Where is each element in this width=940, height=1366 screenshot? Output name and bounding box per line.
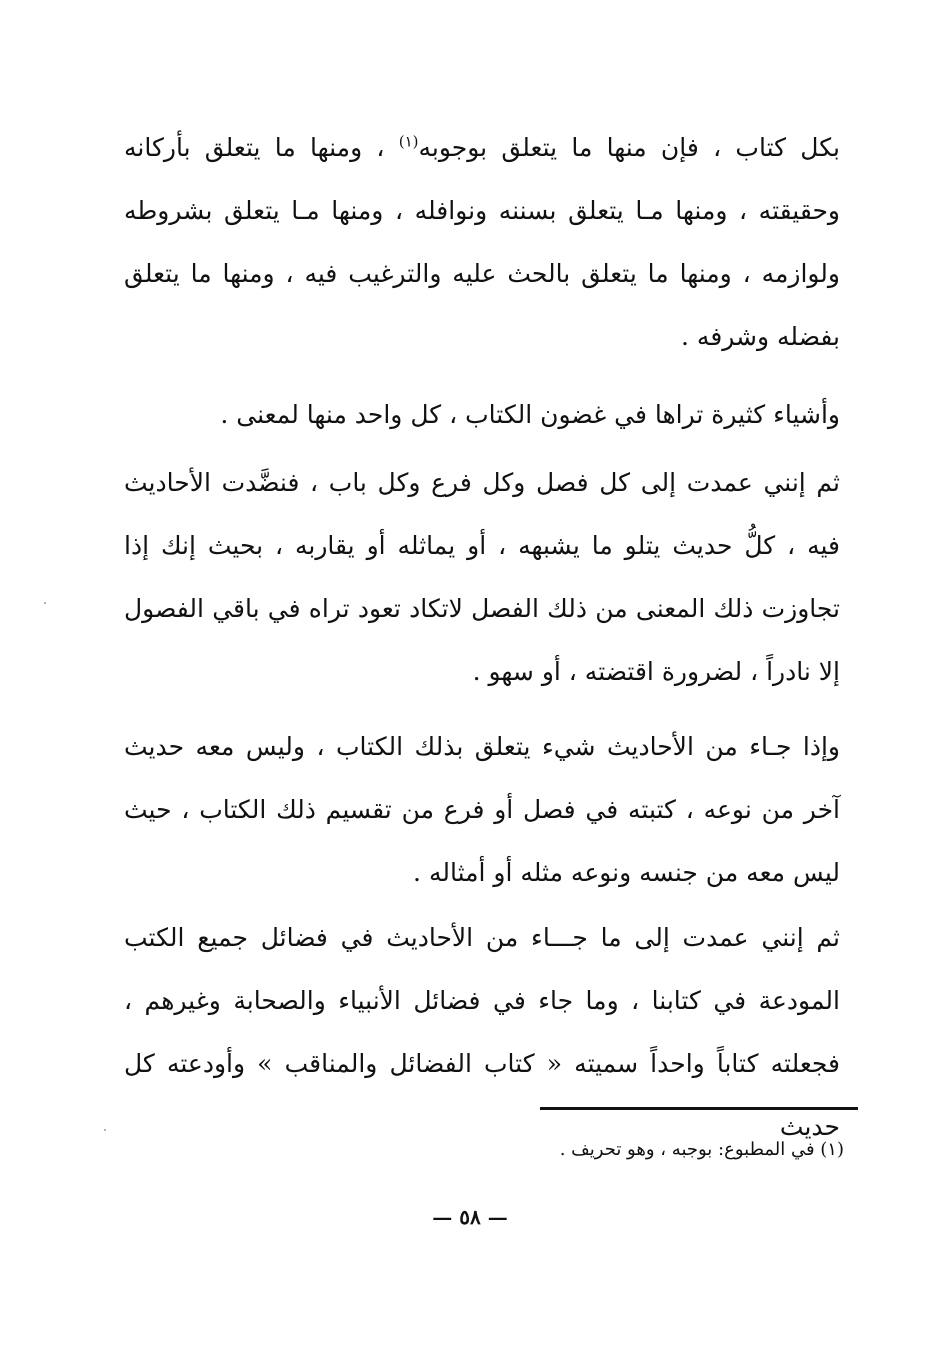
- body-paragraph-4: [124, 715, 840, 904]
- body-paragraph-3: [124, 451, 840, 703]
- body-paragraph-2: [124, 383, 840, 446]
- paragraph-text: [124, 116, 840, 368]
- paragraph-text-before-note: بكل كتاب ، فإن منها ما يتعلق بوجوبه: [418, 133, 840, 162]
- paragraph-text-after-note: ، ومنها ما يتعلق بأركانه وحقيقته ، ومنها مـا يتعلق بسننه ونوافله ، ومنها مـا يتعلق بشروطه ولوازمه ، ومنها ما يتعلق بالحث عليه والترغيب فيه ، ومنها ما يتعلق بفضله وشرفه .: [124, 133, 840, 351]
- paragraph-text: ثم إنني عمدت إلى ما جـــاء من الأحاديث في فضائل جميع الكتب المودعة في كتابنا ، وما جاء في فضائل الأنبياء والصحابة وغيرهم ، فجعلته كتاباً واحداً سميته « كتاب الفضائل والمناقب » وأودعته كل حديث: [124, 923, 840, 1141]
- body-paragraph-1: [124, 116, 840, 368]
- paragraph-text: وأشياء كثيرة تراها في غضون الكتاب ، كل واحد منها لمعنى .: [220, 400, 840, 429]
- footnote-divider: [540, 1107, 858, 1110]
- scan-speck: [104, 1129, 106, 1131]
- body-paragraph-5: [124, 906, 840, 1158]
- paragraph-text: ثم إنني عمدت إلى كل فصل وكل فرع وكل باب ، فنضَّدت الأحاديث فيه ، كلُّ حديث يتلو ما يشبهه ، أو يماثله أو يقاربه ، بحيث إنك إذا تجاوزت ذلك المعنى من ذلك الفصل لاتكاد تعود تراه في باقي الفصول إلا نادراً ، لضرورة اقتضته ، أو سهو .: [124, 468, 840, 686]
- scan-speck: [44, 602, 46, 604]
- paragraph-text: وإذا جـاء من الأحاديث شيء يتعلق بذلك الكتاب ، وليس معه حديث آخر من نوعه ، كتبته في فصل أو فرع من تقسيم ذلك الكتاب ، حيث ليس معه من جنسه ونوعه مثله أو أمثاله .: [124, 732, 840, 887]
- footnote: (١) في المطبوع: بوجبه ، وهو تحريف .: [559, 1139, 844, 1160]
- footnote-reference[interactable]: (١): [398, 132, 419, 151]
- page-number: — ٥٨ —: [432, 1205, 508, 1229]
